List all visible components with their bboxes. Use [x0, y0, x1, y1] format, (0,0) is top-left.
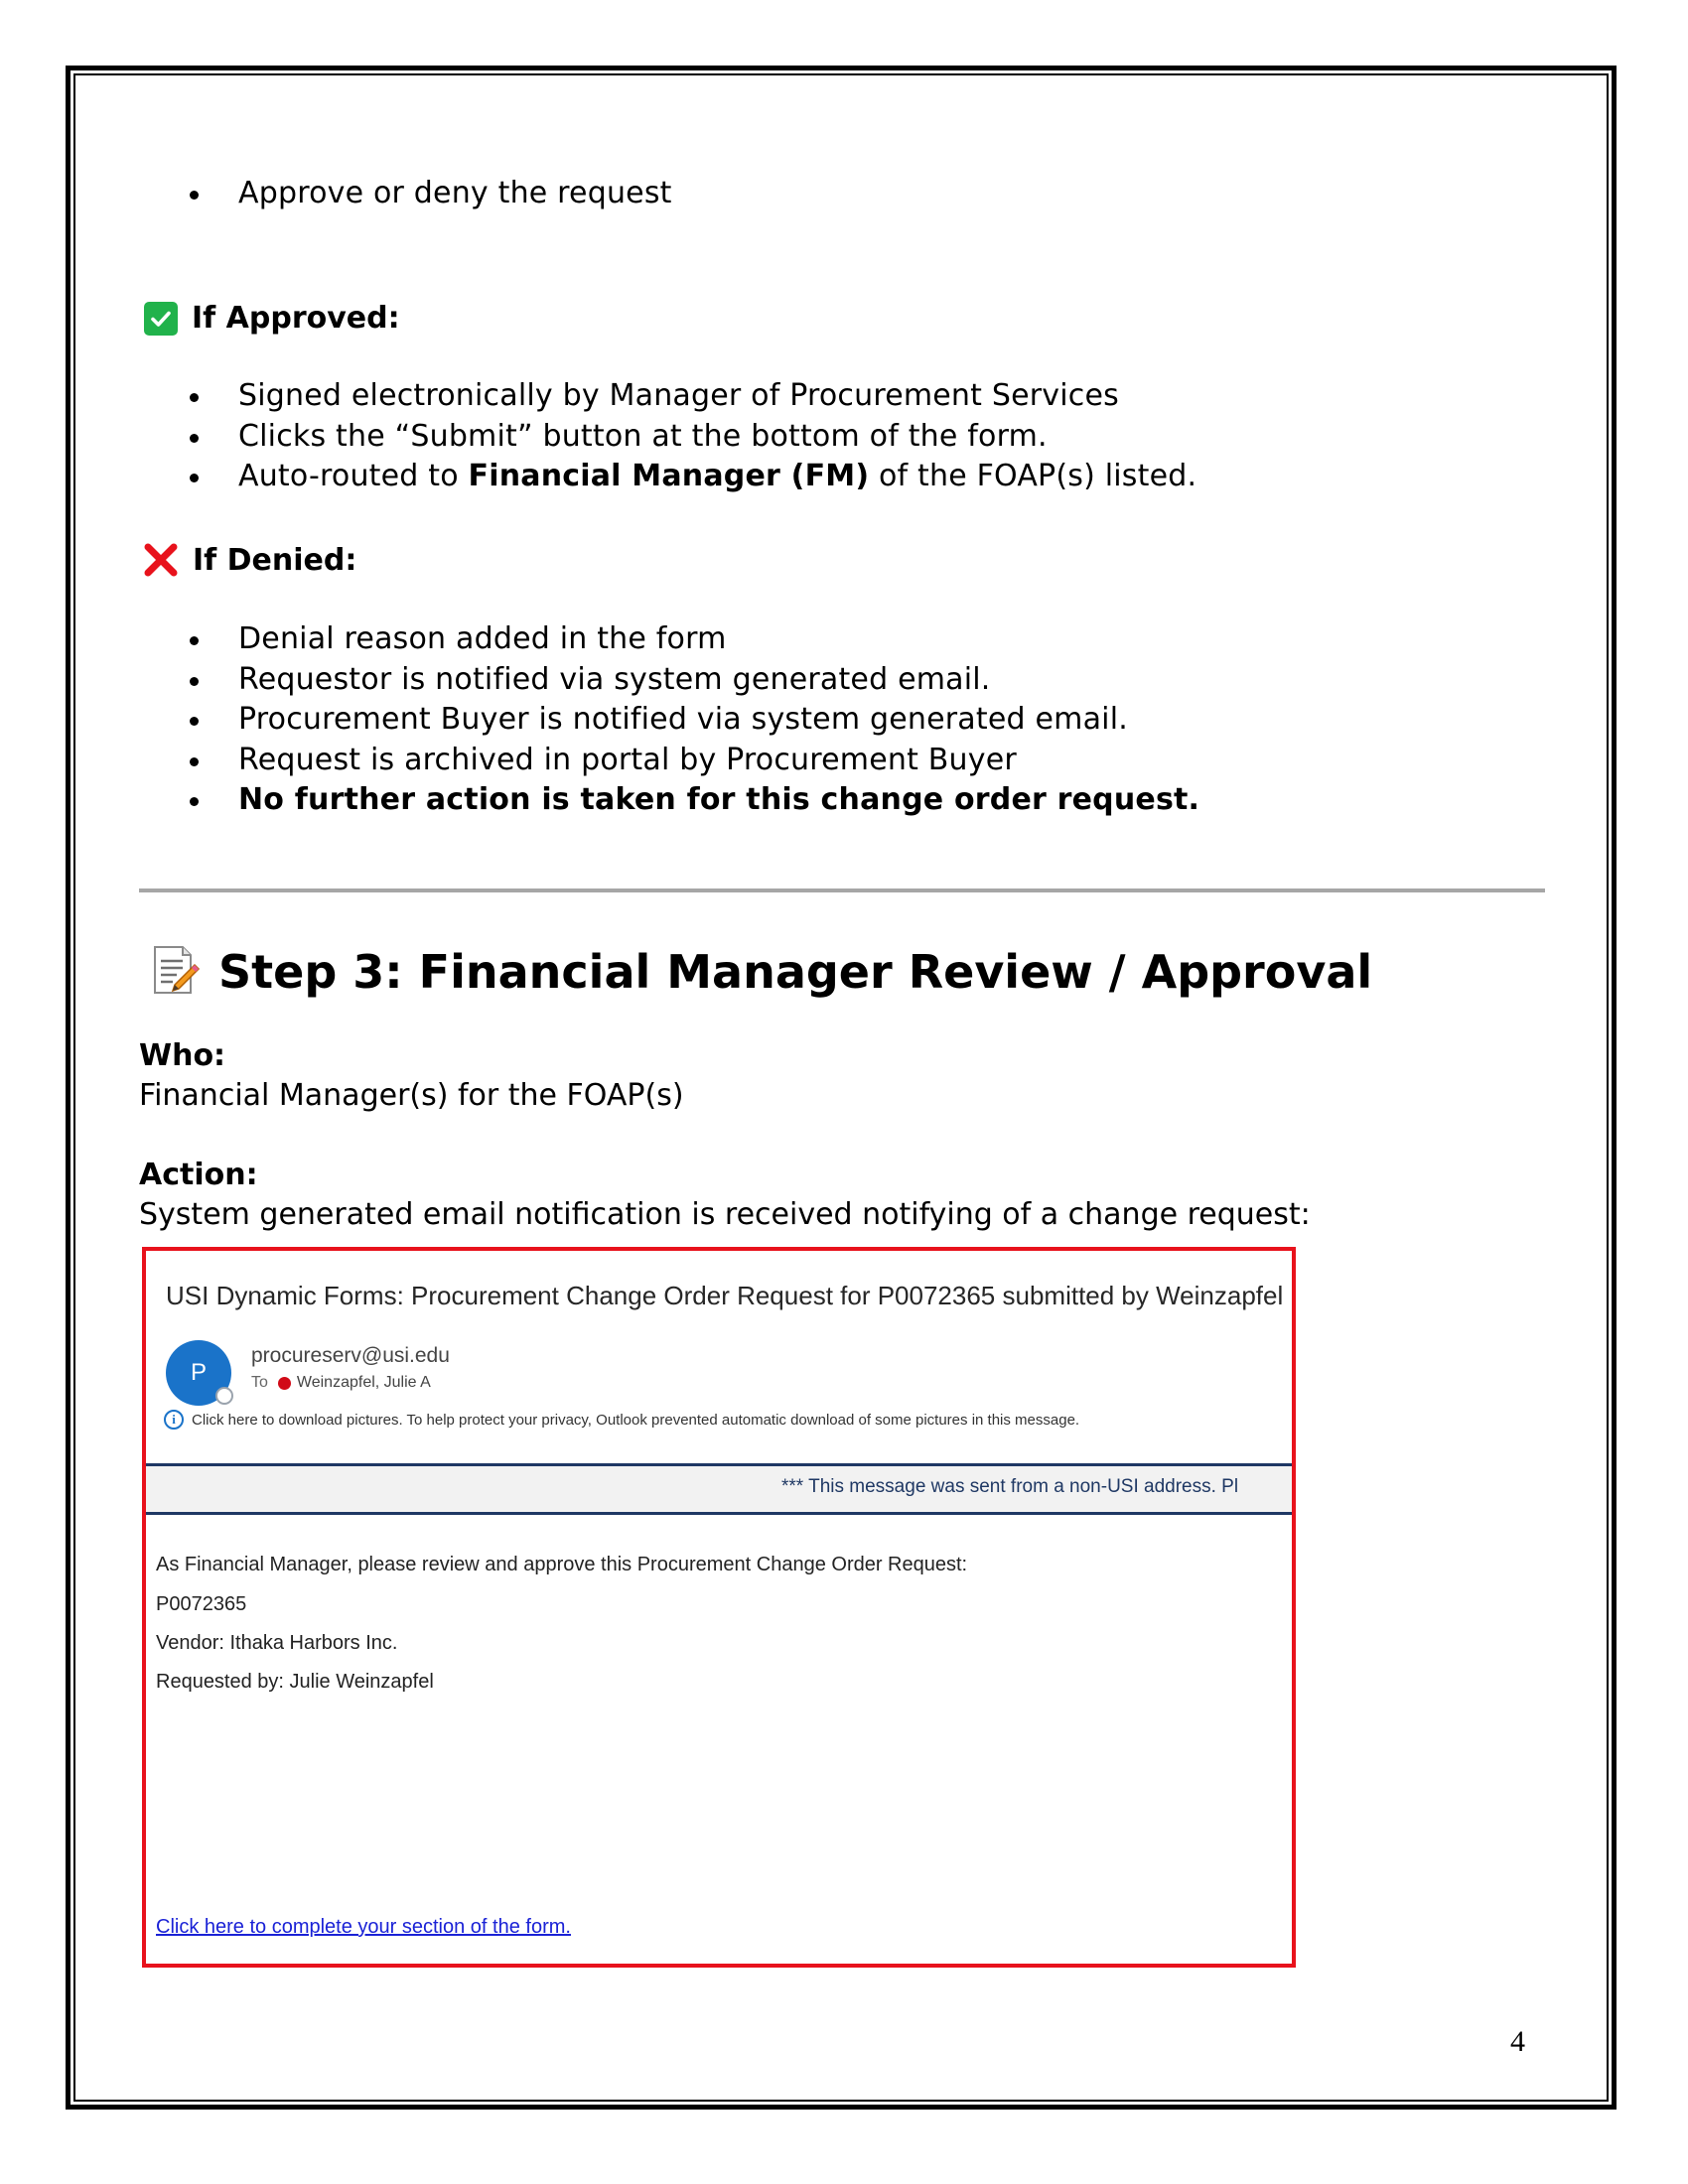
list-item: Procurement Buyer is notified via system generated email.	[139, 700, 1199, 741]
info-icon: i	[164, 1410, 184, 1430]
cross-mark-icon	[143, 542, 179, 578]
email-screenshot	[142, 1247, 1296, 1968]
external-sender-banner	[146, 1463, 1296, 1515]
step-3-title: Step 3: Financial Manager Review / Approval	[218, 945, 1373, 999]
busy-status-icon	[278, 1377, 291, 1390]
download-pictures-notice[interactable]	[164, 1410, 1079, 1430]
who-text: Financial Manager(s) for the FOAP(s)	[139, 1078, 684, 1113]
email-sender[interactable]: procureserv@usi.edu	[251, 1344, 450, 1367]
list-item	[139, 457, 1196, 497]
list-item: Denial reason added in the form	[139, 619, 1199, 660]
horizontal-divider	[139, 888, 1545, 892]
email-body-line: Requested by: Julie Weinzapfel	[156, 1671, 434, 1693]
page-number: 4	[1510, 2025, 1525, 2058]
list-item-prefix: Auto-routed to	[238, 459, 469, 493]
memo-pencil-icon	[149, 943, 201, 1001]
approved-heading	[144, 301, 400, 336]
list-item: Requestor is notified via system generated email.	[139, 660, 1199, 701]
email-subject: USI Dynamic Forms: Procurement Change Order Request for P0072365 submitted by Weinzapfel	[166, 1281, 1284, 1310]
list-item: Signed electronically by Manager of Procurement Services	[139, 376, 1196, 417]
denied-list	[139, 619, 1199, 821]
presence-status-icon	[215, 1387, 233, 1405]
download-pictures-text: Click here to download pictures. To help protect your privacy, Outlook prevented automatic download of some pictures in this message.	[192, 1411, 1080, 1429]
email-body-line: As Financial Manager, please review and approve this Procurement Change Order Request:	[156, 1554, 968, 1575]
list-item-suffix: of the FOAP(s) listed.	[869, 459, 1197, 493]
action-text: System generated email notification is received notifying of a change request:	[139, 1197, 1311, 1232]
complete-form-link[interactable]: Click here to complete your section of the form.	[156, 1916, 571, 1938]
financial-manager-emphasis: Financial Manager (FM)	[468, 459, 870, 493]
email-body-line: Vendor: Ithaka Harbors Inc.	[156, 1632, 398, 1654]
external-sender-warning: *** This message was sent from a non-USI address. Pl	[781, 1476, 1239, 1497]
email-recipient[interactable]: Weinzapfel, Julie A	[296, 1374, 431, 1391]
approved-list	[139, 376, 1196, 497]
to-label: To	[251, 1374, 268, 1391]
email-body-line: P0072365	[156, 1593, 247, 1615]
list-item: Clicks the “Submit” button at the bottom of the form.	[139, 417, 1196, 458]
check-mark-icon	[144, 302, 178, 336]
approved-heading-label: If Approved:	[192, 301, 400, 336]
action-label: Action:	[139, 1158, 258, 1192]
denied-heading	[143, 542, 356, 578]
denied-heading-label: If Denied:	[193, 542, 357, 578]
avatar: P	[166, 1340, 231, 1406]
list-item: Approve or deny the request	[139, 174, 672, 214]
email-to-line	[251, 1374, 431, 1392]
step-3-heading	[149, 943, 1372, 1001]
list-item: Request is archived in portal by Procurement Buyer	[139, 741, 1199, 781]
who-label: Who:	[139, 1038, 226, 1073]
top-bullet-list	[139, 174, 672, 214]
list-item: No further action is taken for this change order request.	[139, 780, 1199, 821]
